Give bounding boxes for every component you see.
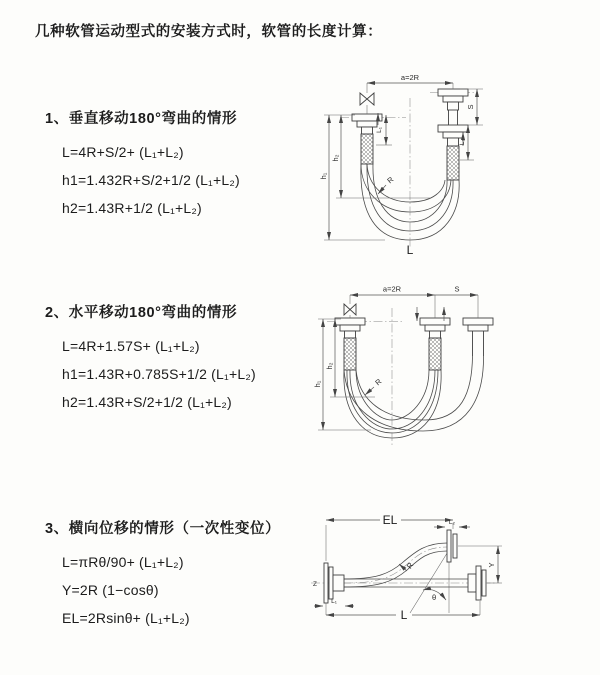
label-y: Y: [487, 562, 496, 568]
formula-h1: h1=1.432R+S/2+1/2 (L₁+L₂): [62, 172, 240, 188]
section-3-formulas: [45, 548, 280, 632]
label-theta: θ: [432, 593, 437, 602]
top-flange: [447, 530, 457, 562]
right-pipe-flange: [463, 318, 493, 356]
formula-length: L=4R+S/2+ (L₁+L₂): [62, 144, 184, 160]
formula-h2: h2=1.43R+1/2 (L₁+L₂): [62, 200, 202, 216]
left-pipe-flange: [352, 114, 382, 164]
radius-callout: [378, 175, 396, 194]
s-curve-hose: [344, 543, 447, 587]
label-l-total: L: [406, 243, 414, 257]
valve-icon: [344, 295, 356, 318]
diagram-horizontal-180-bend: [313, 278, 581, 450]
dim-s: [435, 285, 478, 319]
section-3-heading: 3、横向位移的情形（一次性变位）: [45, 521, 281, 537]
label-l1: L₁: [331, 598, 337, 605]
section-1-heading: 1、垂直移动180°弯曲的情形: [45, 111, 238, 127]
label-h2: h₂: [325, 362, 334, 370]
dim-l: [326, 601, 480, 622]
section-2-heading: 2、水平移动180°弯曲的情形: [45, 305, 238, 321]
formula-el: EL=2Rsinθ+ (L₁+L₂): [62, 610, 190, 626]
label-s: S: [454, 284, 460, 294]
label-l2: L₂: [448, 519, 456, 526]
label-a2r: a=2R: [400, 73, 420, 82]
formula-length: L=4R+1.57S+ (L₁+L₂): [62, 338, 200, 354]
section-1-formulas: [45, 138, 240, 222]
right-flange: [468, 566, 486, 600]
page-title: 几种软管运动型式的安装方式时，软管的长度计算：: [35, 24, 383, 40]
label-r: R: [404, 560, 416, 571]
section-3: [45, 517, 280, 632]
label-l2: L₂: [459, 138, 466, 146]
section-1: [45, 107, 240, 222]
label-r: R: [373, 376, 384, 388]
dim-el: [326, 513, 453, 561]
section-2-formulas: [45, 332, 256, 416]
label-l1: L₁: [376, 127, 383, 133]
diagram-vertical-180-bend: [310, 68, 570, 260]
formula-length: L=πRθ/90+ (L₁+L₂): [62, 554, 184, 570]
left-flange: [324, 563, 344, 603]
formula-h2: h2=1.43R+S/2+1/2 (L₁+L₂): [62, 394, 232, 410]
radius-callout: [365, 377, 384, 395]
dim-a2r: [350, 285, 435, 319]
label-r: R: [385, 174, 396, 186]
label-h1: h₁: [313, 380, 322, 388]
label-el: EL: [382, 513, 398, 527]
right-pipe-flange: [438, 89, 468, 180]
dim-a2r: [367, 73, 453, 89]
formula-h1: h1=1.43R+0.785S+1/2 (L₁+L₂): [62, 366, 256, 382]
label-h2: h₂: [331, 154, 340, 162]
section-2: [45, 301, 256, 416]
angle-construction: [410, 550, 449, 613]
valve-icon: [360, 83, 374, 114]
formula-y: Y=2R (1−cosθ): [62, 582, 159, 598]
centerlines: [327, 308, 403, 445]
label-s: S: [466, 104, 475, 110]
left-pipe-flange: [335, 318, 365, 370]
middle-pipe-flange: [420, 318, 450, 370]
label-a2r: a=2R: [382, 284, 402, 294]
label-z: Z: [313, 581, 317, 588]
label-l-total: L: [400, 608, 408, 622]
diagram-lateral-displacement: [306, 503, 594, 655]
label-h1: h₁: [319, 172, 328, 180]
dim-l1: [314, 598, 354, 606]
